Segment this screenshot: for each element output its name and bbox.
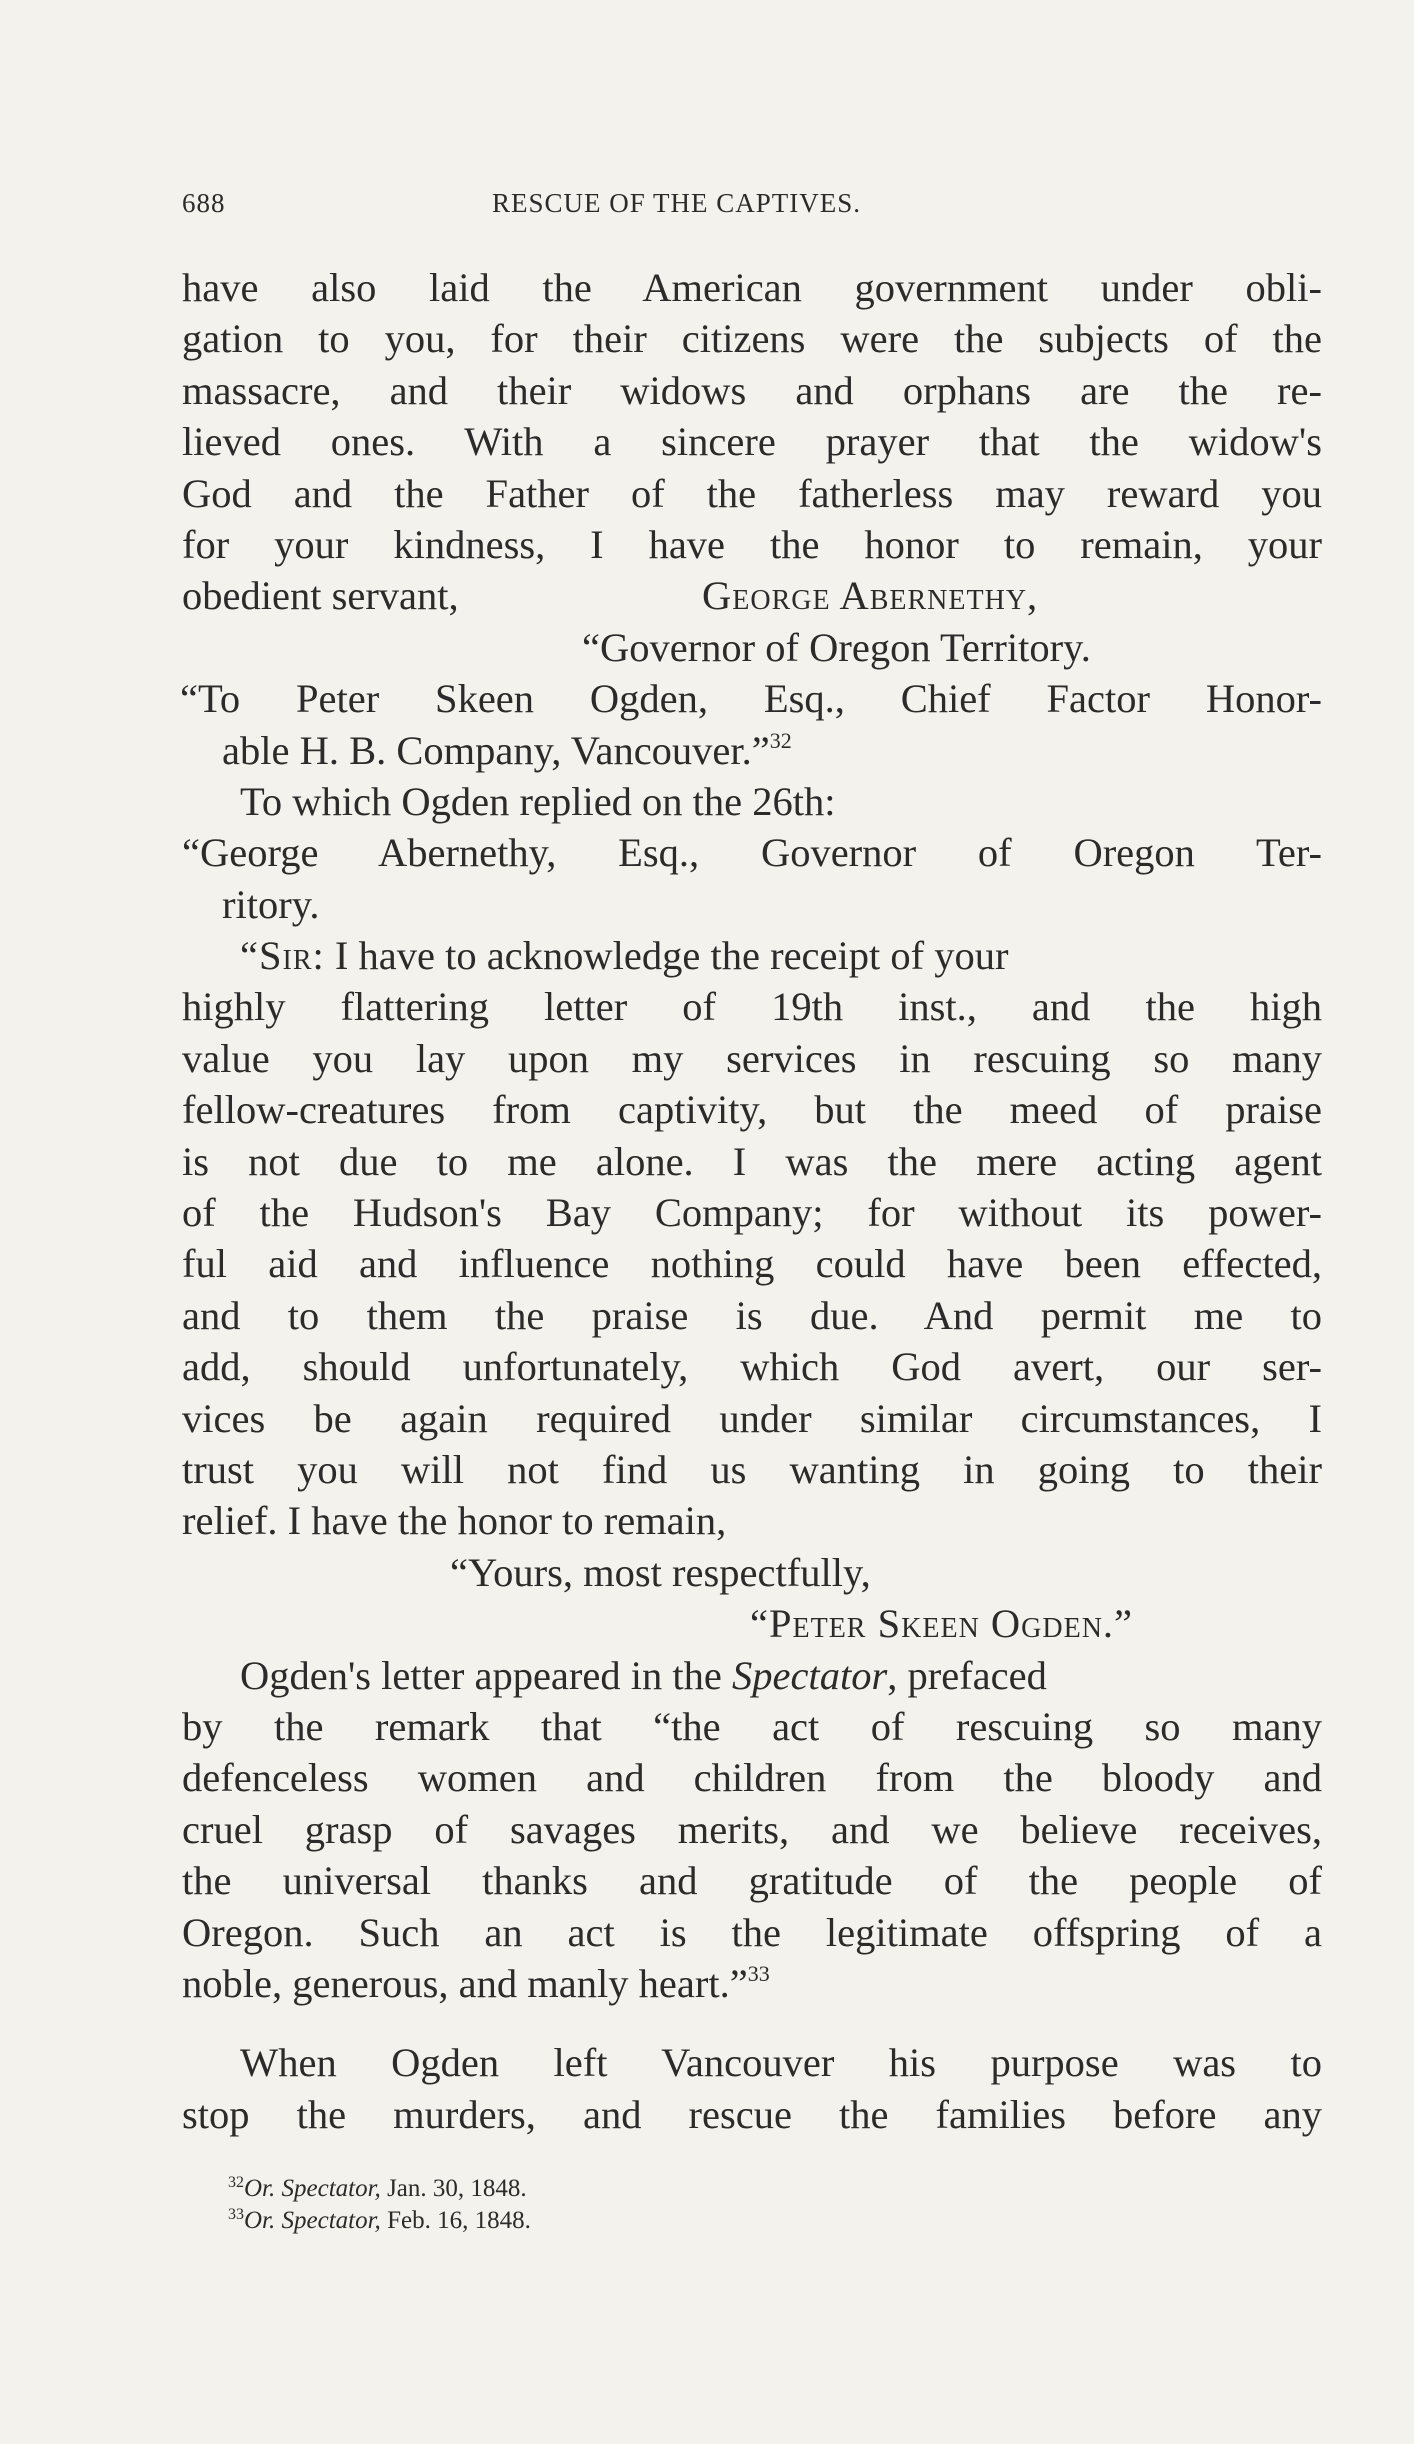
text-line: “George Abernethy, Esq., Governor of Oregon Ter- (182, 830, 1322, 876)
text-line: cruel grasp of savages merits, and we believe receives, (182, 1806, 1322, 1852)
address-text: able H. B. Company, Vancouver.” (222, 727, 770, 773)
text-line: ful aid and influence nothing could have been effected, (182, 1241, 1322, 1287)
closing-phrase: obedient servant, (182, 573, 459, 619)
text-line: relief. I have the honor to remain, (182, 1498, 727, 1544)
text-fragment: , prefaced (887, 1652, 1047, 1698)
text-line: God and the Father of the fatherless may reward you (182, 470, 1322, 516)
footnote-source: Or. Spectator, (244, 2175, 381, 2202)
text-line: lieved ones. With a sincere prayer that the widow's (182, 419, 1322, 465)
text-line: for your kindness, I have the honor to remain, your (182, 521, 1322, 567)
text-line: defenceless women and children from the bloody and (182, 1755, 1322, 1801)
text-line (182, 1958, 1322, 2009)
text-line: value you lay upon my services in rescuing so many (182, 1035, 1322, 1081)
footnote-ref-33: 33 (747, 1960, 770, 1986)
quote-end: noble, generous, and manly heart.” (182, 1960, 748, 2006)
text-line: highly flattering letter of 19th inst., and the high (182, 984, 1322, 1030)
text-line (182, 930, 1322, 981)
footnote-number: 32 (228, 2174, 244, 2191)
periodical-title: Spectator (731, 1652, 888, 1698)
text-line: is not due to me alone. I was the mere acting agent (182, 1138, 1322, 1184)
text-line (182, 725, 1322, 776)
footnote-33 (228, 2205, 531, 2237)
running-title: RESCUE OF THE CAPTIVES. (492, 188, 862, 218)
text-line: To which Ogden replied on the 26th: (240, 778, 836, 824)
page-number: 688 (182, 188, 226, 218)
text-line: add, should unfortunately, which God avert, our ser- (182, 1344, 1322, 1390)
footnote-32 (228, 2173, 531, 2205)
body-text (182, 262, 1322, 2140)
text-line: ritory. (222, 881, 320, 927)
running-header (182, 188, 1322, 224)
footnote-date: Jan. 30, 1848. (380, 2175, 527, 2202)
salutation: “Sir: (240, 933, 325, 979)
text-line: fellow-creatures from captivity, but the meed of praise (182, 1087, 1322, 1133)
text-line (182, 1650, 1322, 1701)
text-line: of the Hudson's Bay Company; for without its power- (182, 1190, 1322, 1236)
footnote-ref-32: 32 (769, 727, 792, 753)
text-line: the universal thanks and gratitude of the people of (182, 1858, 1322, 1904)
text-line: massacre, and their widows and orphans are the re- (182, 367, 1322, 413)
footnote-source: Or. Spectator, (244, 2207, 381, 2234)
footnote-number: 33 (228, 2206, 244, 2223)
letter-signature: “Peter Skeen Ogden.” (750, 1601, 1134, 1647)
text-line: trust you will not find us wanting in going to their (182, 1446, 1322, 1492)
valediction: “Yours, most respectfully, (450, 1549, 871, 1595)
text-line: When Ogden left Vancouver his purpose was to (240, 2040, 1322, 2086)
text-fragment: Ogden's letter appeared in the (240, 1652, 732, 1698)
text-line: Oregon. Such an act is the legitimate offspring of a (182, 1909, 1322, 1955)
text-line: stop the murders, and rescue the families before any (182, 2091, 1322, 2137)
signature-name: George Abernethy, (702, 573, 1039, 619)
footnote-date: Feb. 16, 1848. (380, 2207, 531, 2234)
text-line: and to them the praise is due. And permit me to (182, 1292, 1322, 1338)
text-line: vices be again required under similar circumstances, I (182, 1395, 1322, 1441)
text-line: have also laid the American government under obli- (182, 265, 1322, 310)
text-line (182, 570, 1322, 621)
signature-title: “Governor of Oregon Territory. (582, 624, 1091, 670)
text-line: gation to you, for their citizens were the subjects of the (182, 316, 1322, 362)
text-line: “To Peter Skeen Ogden, Esq., Chief Factor Honor- (180, 676, 1322, 722)
footnotes (228, 2173, 531, 2237)
letter-text: I have to acknowledge the receipt of your (324, 933, 1009, 979)
text-line: by the remark that “the act of rescuing so many (182, 1703, 1322, 1749)
